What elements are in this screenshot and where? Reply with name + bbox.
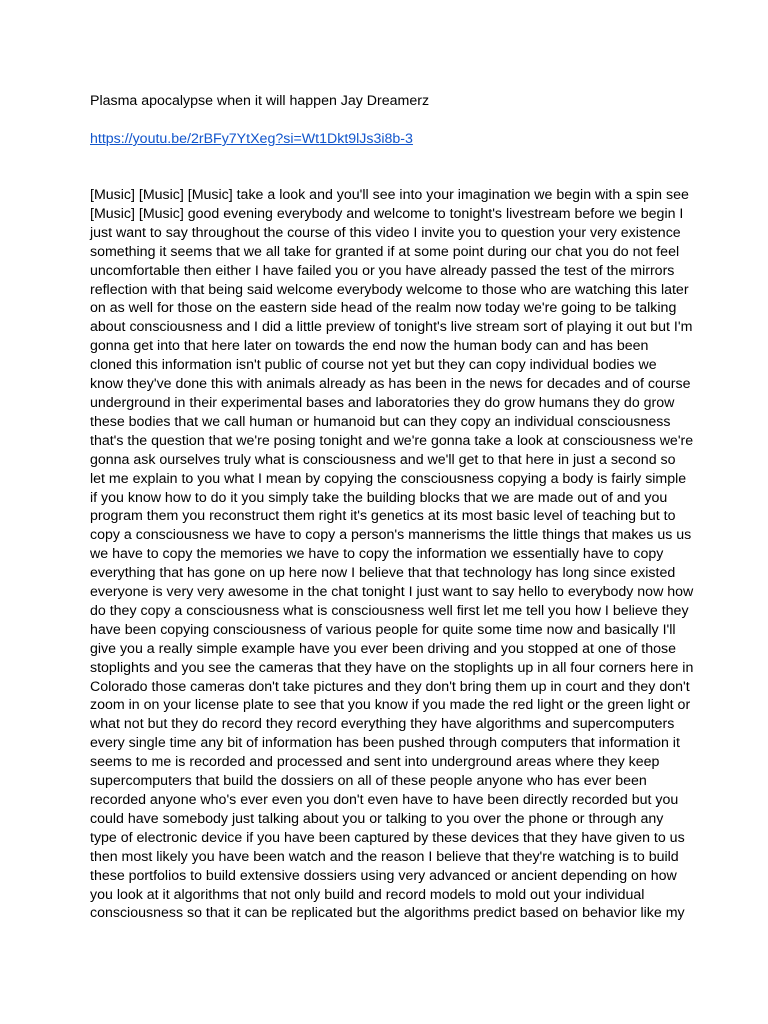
transcript-line: what not but they do record they record everything they have algorithms and supercomputers	[90, 716, 675, 733]
transcript-line: let me explain to you what I mean by copying the consciousness copying a body is fairly simple	[90, 470, 687, 487]
transcript-line: every single time any bit of information has been pushed through computers that information it	[90, 735, 680, 752]
transcript-line: program them you reconstruct them right it's genetics at its most basic level of teaching but to	[90, 508, 676, 525]
transcript-line: seems to me is recorded and processed and sent into underground areas where they keep	[90, 754, 660, 771]
transcript-line: uncomfortable then either I have failed you or you have already passed the test of the mirrors	[90, 262, 675, 279]
transcript-line: Colorado those cameras don't take pictures and they don't bring them up in court and they don't	[90, 678, 690, 695]
transcript-line: we have to copy the memories we have to copy the information we essentially have to copy	[90, 546, 664, 563]
transcript-line: you look at it algorithms that not only build and record models to mold out your individual	[90, 886, 645, 903]
transcript-line: if you know how to do it you simply take the building blocks that we are made out of and you	[90, 489, 668, 506]
youtube-link[interactable]: https://youtu.be/2rBFy7YtXeg?si=Wt1Dkt9lJs3i8b-3	[90, 131, 413, 147]
transcript-line: on as well for those on the eastern side head of the realm now today we're going to be talking	[90, 300, 677, 317]
transcript-line: recorded anyone who's ever even you don't even have to have been directly recorded but you	[90, 792, 679, 808]
transcript-line: copy a consciousness we have to copy a person's mannerisms the little things that makes us us	[90, 527, 692, 544]
transcript-line: gonna get into that here later on towards the end now the human body can and has been	[90, 338, 649, 355]
transcript-line: something it seems that we all take for granted if at some point during our chat you do not feel	[90, 243, 680, 260]
transcript-line: have been copying consciousness of various people for quite some time now and basically I'll	[90, 621, 676, 638]
transcript-line: that's the question that we're posing tonight and we're gonna take a look at consciousness we're	[90, 432, 694, 449]
transcript-line: cloned this information isn't public of course not yet but they can copy individual bodies we	[90, 357, 657, 374]
transcript-line: about consciousness and I did a little preview of tonight's live stream sort of playing it out but I'm	[90, 319, 693, 336]
transcript-line: everything that has gone on up here now I believe that that technology has long since existed	[90, 565, 676, 582]
transcript-line: then most likely you have been watch and the reason I believe that they're watching is to build	[90, 848, 679, 865]
transcript-line: consciousness so that it can be replicated but the algorithms predict based on behavior like my	[90, 905, 685, 922]
transcript-line: do they copy a consciousness what is consciousness well first let me tell you how I believe they	[90, 602, 689, 619]
transcript-line: stoplights and you see the cameras that they have on the stoplights up in all four corners here in	[90, 659, 694, 676]
transcript-line: give you a really simple example have you ever been driving and you stopped at one of those	[90, 640, 676, 657]
transcript-line: [Music] [Music] [Music] take a look and you'll see into your imagination we begin with a spin see	[90, 187, 689, 203]
transcript-line: supercomputers that build the dossiers on all of these people anyone who has ever been	[90, 773, 647, 790]
transcript-line: these portfolios to build extensive dossiers using very advanced or ancient depending on how	[90, 867, 677, 884]
transcript-line: type of electronic device if you have been captured by these devices that they have given to us	[90, 829, 685, 846]
transcript-line: could have somebody just talking about you or talking to you over the phone or through any	[90, 810, 664, 827]
transcript-line: just want to say throughout the course of this video I invite you to question your very existence	[90, 224, 681, 241]
transcript-line: [Music] [Music] good evening everybody and welcome to tonight's livestream before we begin I	[90, 205, 684, 222]
document-title: Plasma apocalypse when it will happen Jay Dreamerz	[90, 93, 430, 109]
transcript-line: reflection with that being said welcome everybody welcome to those who are watching this later	[90, 281, 689, 298]
transcript-line: know they've done this with animals already as has been in the news for decades and of course	[90, 376, 691, 393]
transcript-line: underground in their experimental bases and laboratories they do grow humans they do grow	[90, 394, 675, 411]
transcript-line: gonna ask ourselves truly what is consciousness and we'll get to that here in just a second so	[90, 451, 676, 468]
transcript-line: everyone is very very awesome in the chat tonight I just want to say hello to everybody now how	[90, 584, 694, 601]
transcript-body	[90, 186, 694, 923]
transcript-line: these bodies that we call human or humanoid but can they copy an individual consciousness	[90, 413, 671, 430]
transcript-line: zoom in on your license plate to see that you know if you made the red light or the green light or	[90, 697, 691, 714]
